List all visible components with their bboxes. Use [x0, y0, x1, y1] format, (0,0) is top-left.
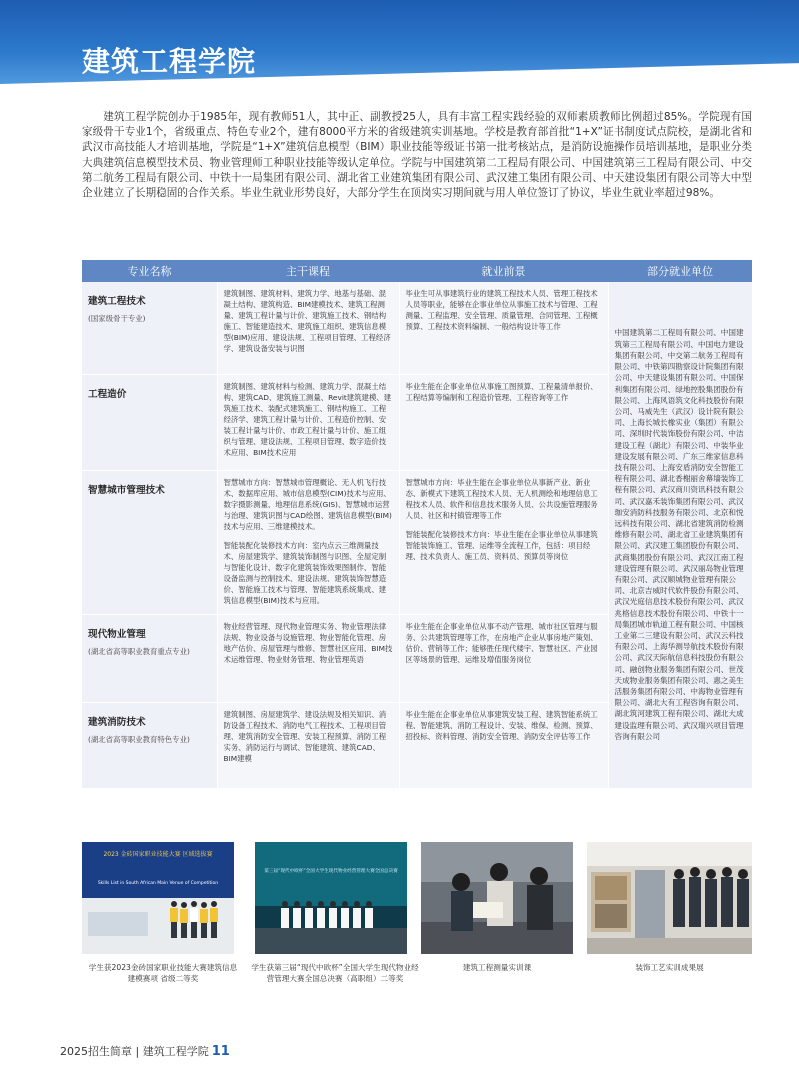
courses-text: 智能装配化装修技术方向：室内点云三维测量技术、房屋建筑学、建筑装饰制图与识图、全屋定制与智能化设计、数字化建筑装饰效果图制作、智能设备监测与控制技术、建设法规、建筑装饰智慧造价、智能施工技术与管理、智能建筑系统集成、建筑信息模型(BIM)技术与应用。 — [223, 540, 387, 605]
major-cell — [82, 282, 217, 374]
photo-caption: 学生获第三届“现代中欧杯”全国大学生现代物业经营管理大赛全国总决赛（高职组）二等奖 — [251, 963, 419, 983]
prospects-cell — [399, 470, 608, 614]
major-name: 工程造价 — [88, 388, 127, 400]
competition-sign-sub: Skills List in South African Main Venue of Competition — [97, 881, 219, 886]
prospects-cell — [399, 282, 608, 374]
prospects-cell — [399, 614, 608, 702]
units-cell — [608, 282, 752, 788]
table-header-row — [82, 260, 752, 282]
major-cell — [82, 702, 217, 788]
award-sign-title: 第三届“现代中欧杯”全国大学生现代物业经营管理大赛全国总决赛 — [264, 869, 398, 874]
photo-caption: 装饰工艺实训成果展 — [635, 963, 704, 972]
courses-text: 建筑制图、建筑材料、建筑力学、地基与基础、混凝土结构、建筑构造、BIM建模技术、建筑工程测量、建筑工程计量与计价、建筑施工技术、钢结构施工、智能建造技术、建筑施工组织、建筑信息模型(BIM)应用、建设法规、工程项目管理、工程经济学、建筑设备安装与识图 — [223, 289, 391, 353]
page-footer — [60, 1043, 230, 1059]
courses-text: 物业经营管理、现代物业管理实务、物业管理法律法规、物业设备与设施管理、物业智能化管理、房地产估价、房屋管理与维修、智慧社区应用、BIM技术运维管理、物业财务管理、物业管理英语 — [223, 621, 393, 664]
major-name: 智慧城市管理技术 — [88, 484, 165, 496]
courses-text: 建筑制图、房屋建筑学、建设法规及相关知识、消防设备工程技术、消防电气工程技术、工程项目管理、建筑消防安全管理、安装工程预算、消防工程实务、消防运行与调试、智能建筑、建筑CAD、BIM建模 — [223, 709, 387, 763]
award-photo-image — [255, 842, 407, 954]
photo-strip — [82, 842, 752, 954]
photo-caption: 建筑工程测量实训课 — [462, 963, 532, 972]
page-title: 建筑工程学院 — [82, 45, 257, 78]
prospects-text: 毕业生能在企事业单位从事不动产管理、城市社区管理与服务、公共建筑管理等工作，在房地产企业从事房地产策划、估价、营销等工作；能够胜任现代楼宇、智慧社区、产业园区等场景的管理、运维及增值服务岗位 — [405, 621, 598, 664]
prospects-text: 毕业生能在企事业单位从事施工图预算、工程量清单报价、工程结算等编制和工程造价管理、工程咨询等工作 — [405, 381, 598, 402]
header-courses: 主干课程 — [217, 260, 399, 282]
major-cell — [82, 374, 217, 470]
table-row — [82, 282, 752, 374]
prospects-cell — [399, 374, 608, 470]
survey-photo-image — [421, 842, 573, 954]
major-subtitle: (湖北省高等职业教育特色专业) — [88, 734, 190, 744]
header-prospects: 就业前景 — [399, 260, 608, 282]
major-name: 建筑消防技术 — [88, 716, 146, 728]
competition-photo — [82, 842, 234, 954]
major-name: 现代物业管理 — [88, 628, 146, 640]
courses-text: 智慧城市方向：智慧城市管理概论、无人机飞行技术、数据库应用、城市信息模型(CIM)技术与应用、数字摄影测量、地理信息系统(GIS)、智慧城市运营与治理、建筑识图与CAD绘图、建筑信息模型(BIM)技术与应用、三维建模技术。 — [223, 477, 392, 531]
exhibition-photo — [587, 842, 752, 954]
award-photo — [255, 842, 407, 954]
major-table — [82, 260, 752, 789]
major-subtitle: (湖北省高等职业教育重点专业) — [88, 646, 190, 656]
survey-photo — [421, 842, 573, 954]
photo-caption: 学生获2023金砖国家职业技能大赛建筑信息建模赛项 省级二等奖 — [88, 963, 238, 983]
exhibition-photo-image — [587, 842, 752, 954]
competition-sign-title: 2023 金砖国家职业技能大赛 区域选拔赛 — [103, 851, 213, 858]
major-cell — [82, 470, 217, 614]
competition-photo-image — [82, 842, 234, 954]
major-name: 建筑工程技术 — [88, 296, 146, 307]
intro-paragraph: 建筑工程学院创办于1985年，现有教师51人，其中正、副教授25人，具有丰富工程实践经验的双师素质教师比例超过85%。学院现有国家级骨干专业1个，省级重点、特色专业2个，建有8000平方米的省级建筑实训基地。学校是教育部首批“1+X”证书制度试点院校，是湖北省和武汉市高技能人才培训基地，学院是“1+X”建筑信息模型（BIM）职业技能等级证书第一批考核站点，是消防设施操作员培训基地，是职业分类大典建筑信息模型技术员、物业管理师工种职业技能等级认定单位。学院与中国建筑第二工程局有限公司、中国建筑第三工程局有限公司、中交第二航务工程局有限公司、中铁十一局集团有限公司、湖北省工业建筑集团有限公司、武汉建工集团有限公司、中天建设集团有限公司等大中型企业建立了长期稳固的合作关系。毕业生就业形势良好，大部分学生在顶岗实习期间就与用人单位签订了协议，毕业生就业率超过98%。 — [82, 111, 752, 200]
footer-text: 2025招生简章 | 建筑工程学院 — [60, 1045, 209, 1058]
prospects-cell — [399, 702, 608, 788]
page-number: 11 — [211, 1044, 230, 1059]
courses-cell — [217, 470, 399, 614]
prospects-text: 智能装配化装修技术方向：毕业生能在企事业单位从事建筑智能装饰施工、管理、运维等全流程工作，包括：项目经理、技术负责人、施工员、资料员、预算员等岗位 — [405, 529, 598, 561]
prospects-text: 毕业生可从事建筑行业的建筑工程技术人员、管理工程技术人员等职业，能够在企事业单位从事施工技术与管理、工程测量、工程监理、安全管理、质量管理、合同管理、工程概预算、工程技术资料编制、一般结构设计等工作 — [405, 289, 598, 331]
courses-cell — [217, 282, 399, 374]
header-units: 部分就业单位 — [608, 260, 752, 282]
units-text: 中国建筑第二工程局有限公司、中国建筑第三工程局有限公司、中国电力建设集团有限公司、中交第二航务工程局有限公司、中铁第四勘察设计院集团有限公司、中天建设集团有限公司、中国保利集团有限公司、绿地控股集团股份有限公司、上海风语筑文化科技股份有限公司、马威先生（武汉）设计院有限公司、上海长城长橡实业（集团）有限公司、深圳时代装饰股份有限公司、中洁建设工程（湖北）有限公司、中装华业建设发展有限公司、广东三维家信息科技有限公司、上海安盾消防安全智能工程有限公司、湖北香榭丽舍幕墙装饰工程有限公司、武汉商川资讯科技有限公司、武汉嘉禾装饰集团有限公司、武汉珈安消防科技服务有限公司、北京和悦远科技有限公司、湖北省建筑消防检测维修有限公司、湖北省工业建筑集团有限公司、武汉建工集团股份有限公司、武商集团股份有限公司、武汉江南工程建设管理有限公司、武汉丽岛物业管理有限公司、武汉顺城物业管理有限公司、北京吉威时代软件股份有限公司、武汉光庭信息技术股份有限公司、武汉兆格信息技术股份有限公司、中铁十一局集团城市轨道工程有限公司、中国核工业第二三建设有限公司、武汉云科技有限公司、上海华测导航技术股份有限公司、武汉天际航信息科技股份有限公司、融创物业服务集团有限公司、世茂天成物业服务集团有限公司、惠之美生活服务集团有限公司、中海物业管理有限公司、湖北大有工程咨询有限公司、湖北筑河建筑工程有限公司、湖北大成建设监理有限公司、武汉瑞兴项目管理咨询有限公司 — [614, 328, 744, 741]
prospects-text: 智慧城市方向：毕业生能在企事业单位从事新产业、新业态、新模式下建筑工程技术人员、无人机测绘和地理信息工程技术人员、软件和信息技术服务人员、公共设施管理服务人员、社区和村镇管理等工作 — [405, 477, 598, 520]
courses-cell — [217, 614, 399, 702]
major-cell — [82, 614, 217, 702]
major-subtitle: (国家级骨干专业) — [88, 314, 146, 323]
courses-cell — [217, 702, 399, 788]
courses-text: 建筑制图、建筑材料与检测、建筑力学、混凝土结构、建筑CAD、建筑施工测量、Revit建筑建模、建筑施工技术、装配式建筑施工、钢结构施工、工程经济学、建筑工程计量与计价、工程造价控制、安装工程计量与计价、市政工程计量与计价、施工组织与管理、建设法规、工程项目管理、数字造价技术应用、BIM技术应用 — [223, 381, 392, 457]
courses-cell — [217, 374, 399, 470]
header-major: 专业名称 — [82, 260, 217, 282]
prospects-text: 毕业生能在企事业单位从事建筑安装工程、建筑智能系统工程、智能建筑、消防工程设计、安装、维保、检测、预算、招投标、资料管理、消防安全管理、消防安全评估等工作 — [405, 709, 598, 741]
